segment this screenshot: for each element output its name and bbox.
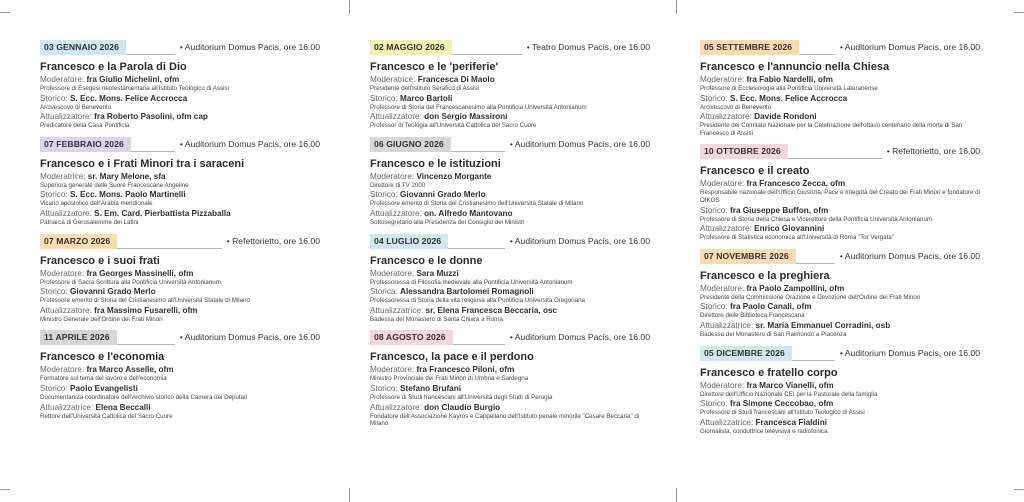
speaker-name: fra Giulio Michelini, ofm xyxy=(86,75,180,84)
speaker-description: Badessa del Monastero di Santa Chiara a Roma xyxy=(370,315,503,323)
event-entry xyxy=(370,234,650,324)
speaker-description: Presidente del Comitato Nazionale per la Celebrazione dell'ottavo centenario della morte di San Francesco di Assisi xyxy=(700,122,963,137)
programme-column xyxy=(700,40,980,442)
event-date-row xyxy=(700,249,980,265)
speaker-description: Presidente dell'Istituto Serafico di Assisi xyxy=(370,85,479,92)
speaker-line xyxy=(700,284,980,294)
event-venue: • Auditorium Domus Pacis, ore 16.00 xyxy=(505,137,650,152)
speaker-line xyxy=(40,75,320,85)
speaker-role-label: Attualizzatore: xyxy=(40,208,92,218)
speaker-role-label: Attualizzatore: xyxy=(40,112,92,122)
event-entry xyxy=(40,137,320,227)
event-date-row xyxy=(370,330,650,346)
speaker-line xyxy=(700,321,980,331)
speaker-name: sr. Elena Francesca Beccaria, osc xyxy=(425,305,558,315)
speaker-line xyxy=(700,224,980,234)
speaker-line xyxy=(700,112,980,122)
speaker-name: fra Giuseppe Buffon, ofm xyxy=(730,205,829,215)
speaker-description: Professore di Ecclesiologia alla Pontificia Università Lateranense xyxy=(700,85,878,92)
speaker-name: fra Francesco Piloni, ofm xyxy=(416,365,515,375)
speaker-line xyxy=(40,172,320,182)
speaker-role-label: Attualizzatrice: xyxy=(40,402,94,412)
speaker-description: Professore di Storia della Chiesa e Vicerettore della Pontificia Università Antonianum xyxy=(700,215,933,223)
event-date-badge: 07 NOVEMBRE 2026 xyxy=(700,249,796,264)
speaker-name: fra Marco Vianelli, ofm xyxy=(746,380,834,390)
event-title: Francesco e i suoi frati xyxy=(40,254,160,267)
speaker-name: Sara Muzzi xyxy=(416,268,459,278)
speaker-line xyxy=(700,94,980,104)
speaker-description: Professoressa di Storia della vita religiosa alla Pontificia Università Gregoriana xyxy=(370,297,585,305)
speaker-role-label: Storico: xyxy=(40,287,68,297)
speaker-line xyxy=(40,190,320,200)
event-entry xyxy=(40,234,320,324)
event-title: Francesco e i Frati Minori tra i saraceni xyxy=(40,157,245,170)
event-date-badge: 03 GENNAIO 2026 xyxy=(40,40,126,55)
speaker-name: S. Ecc. Mons. Felice Accrocca xyxy=(70,93,188,103)
speaker-role-label: Storico: xyxy=(370,190,398,200)
event-venue: • Auditorium Domus Pacis, ore 16.00 xyxy=(175,330,320,345)
event-date-row xyxy=(370,40,650,56)
speaker-line xyxy=(700,381,980,391)
event-venue: • Refettorietto, ore 16.00 xyxy=(222,234,320,249)
speaker-description: Professore di Sacra Scrittura alla Pontificia Università Antonianum xyxy=(40,278,221,286)
event-date-row xyxy=(40,40,320,56)
speaker-name: Giovanni Grado Merlo xyxy=(400,190,486,200)
event-date-row xyxy=(700,144,980,160)
speaker-description: Arcivescovo di Benevento xyxy=(700,103,772,111)
speaker-line xyxy=(40,112,320,122)
speaker-role-label: Moderatore: xyxy=(370,365,415,375)
speaker-line xyxy=(40,365,320,375)
speaker-name: fra Marco Asselle, ofm xyxy=(86,365,174,375)
speaker-line xyxy=(40,94,320,104)
speaker-description: Patriarca di Gerusalemme dei Latini xyxy=(40,218,139,226)
crop-mark xyxy=(349,488,350,502)
event-venue: • Auditorium Domus Pacis, ore 16.00 xyxy=(505,330,650,345)
event-entry xyxy=(700,144,980,241)
speaker-name: on. Alfredo Mantovano xyxy=(424,208,513,218)
speaker-name: don Claudio Burgio xyxy=(424,402,501,412)
speaker-name: fra Francesco Zecca, ofm xyxy=(746,179,846,189)
speaker-role-label: Storico: xyxy=(700,399,728,409)
speaker-role-label: Storico: xyxy=(370,93,398,103)
speaker-name: Paolo Evangelisti xyxy=(70,383,138,393)
speaker-description: Professore di Storia del Francescanesimo alla Pontificia Università Antonianum xyxy=(370,103,587,111)
speaker-role-label: Attualizzatore: xyxy=(370,402,422,412)
speaker-line xyxy=(370,172,650,182)
speaker-description: Responsabile nazionale dell'Ufficio Giustizia, Pace e Integrità del Creato dei Frati Minori e fondatore di OIKOS xyxy=(700,189,980,204)
speaker-role-label: Moderatore: xyxy=(40,268,85,278)
event-date-badge: 08 AGOSTO 2026 xyxy=(370,330,453,345)
speaker-name: sr. Mary Melone, sfa xyxy=(87,171,166,181)
speaker-name: Marco Bartoli xyxy=(400,93,453,103)
event-venue: • Auditorium Domus Pacis, ore 16.00 xyxy=(835,346,980,361)
speaker-role-label: Storico: xyxy=(40,93,68,103)
speaker-line xyxy=(370,269,650,279)
speaker-role-label: Moderatore: xyxy=(40,365,85,375)
event-title: Francesco e le 'periferie' xyxy=(370,61,499,73)
event-title: Francesco e l'economia xyxy=(40,351,165,364)
speaker-role-label: Storico: xyxy=(370,383,398,393)
event-date-badge: 04 LUGLIO 2026 xyxy=(370,234,448,249)
speaker-name: Alessandra Bartolomei Romagnoli xyxy=(400,287,534,297)
event-entry xyxy=(370,40,650,130)
speaker-name: Stefano Brufani xyxy=(400,383,462,393)
event-entry xyxy=(700,346,980,436)
speaker-line xyxy=(700,418,980,428)
speaker-role-label: Attualizzatore: xyxy=(370,208,422,218)
speaker-name: fra Simone Ceccobao, ofm xyxy=(730,399,834,409)
event-venue: • Auditorium Domus Pacis, ore 16.00 xyxy=(175,40,320,55)
speaker-line xyxy=(370,287,650,297)
speaker-description: Direttore delle Biblioteca Francescana xyxy=(700,312,805,320)
speaker-line xyxy=(40,287,320,297)
speaker-name: fra Roberto Pasolini, ofm cap xyxy=(94,112,208,122)
speaker-description: Professore emerito di Storia del Cristianesimo dell'Università Statale di Milano xyxy=(370,200,584,208)
speaker-role-label: Attualizzatore: xyxy=(700,112,752,122)
crop-mark xyxy=(676,0,677,14)
speaker-description: Giornalista, conduttrice televisiva e radiofonica xyxy=(700,427,828,435)
speaker-description: Professore emerito di Storia del Cristianesimo all'Università Statale di Milano xyxy=(40,297,250,305)
event-entry xyxy=(40,330,320,420)
event-entry xyxy=(40,40,320,130)
speaker-line xyxy=(700,399,980,409)
crop-mark xyxy=(676,488,677,502)
speaker-description: Formatore sul tema del lavoro e dell'economia xyxy=(40,375,167,383)
speaker-line xyxy=(700,179,980,189)
speaker-description: Sottosegretario alla Presidenza del Consiglio dei Ministri xyxy=(370,218,525,226)
event-venue: • Teatro Domus Pacis, ore 16.00 xyxy=(522,40,650,55)
speaker-line xyxy=(370,112,650,122)
speaker-role-label: Storico: xyxy=(40,383,68,393)
speaker-description: Superiora generale delle Suore Francescane Angeline xyxy=(40,181,189,189)
speaker-description: Fondatore dell'Associazione Kayros e Cappellano dell'Istituto penale minorile "Cesare Beccaria" di Milano xyxy=(370,412,640,428)
speaker-name: Davide Rondoni xyxy=(754,112,817,122)
event-entry xyxy=(700,40,980,137)
speaker-name: Enrico Giovannini xyxy=(754,224,825,234)
event-venue: • Refettorietto, ore 16.00 xyxy=(882,144,980,159)
speaker-role-label: Attualizzatore: xyxy=(370,112,422,122)
event-entry xyxy=(370,330,650,427)
speaker-description: Predicatore della Casa Pontificia xyxy=(40,122,130,130)
speaker-description: Direttore di TV 2000 xyxy=(370,181,426,189)
event-venue: • Auditorium Domus Pacis, ore 16.00 xyxy=(505,234,650,249)
speaker-role-label: Storico: xyxy=(700,205,728,215)
programme-column xyxy=(40,40,320,427)
event-date-row xyxy=(40,234,320,250)
speaker-role-label: Moderatore: xyxy=(700,380,745,390)
speaker-role-label: Attualizzatrice: xyxy=(700,417,754,427)
speaker-description: Professore di Statistica economica all'Università di Roma "Tor Vergata" xyxy=(700,234,895,242)
speaker-name: fra Paolo Zampollini, ofm xyxy=(746,283,845,293)
event-entry xyxy=(370,137,650,227)
event-date-badge: 07 MARZO 2026 xyxy=(40,234,117,249)
speaker-description: Professor di Teologia all'Università Cattolica del Sacro Cuore xyxy=(370,122,537,130)
speaker-line xyxy=(40,403,320,413)
event-date-badge: 05 DICEMBRE 2026 xyxy=(700,346,792,361)
speaker-description: Ministro Generale dell'Ordine dei Frati Minori xyxy=(40,315,163,323)
event-title: Francesco e le istituzioni xyxy=(370,157,501,170)
speaker-role-label: Moderatore: xyxy=(370,268,415,278)
speaker-name: fra Fabio Nardelli, ofm xyxy=(746,75,833,84)
speaker-line xyxy=(700,302,980,312)
speaker-line xyxy=(370,94,650,104)
crop-mark xyxy=(0,489,10,490)
speaker-role-label: Moderatrice: xyxy=(370,75,416,84)
event-venue: • Auditorium Domus Pacis, ore 16.00 xyxy=(835,40,980,55)
event-title: Francesco e il creato xyxy=(700,165,810,178)
event-date-badge: 10 OTTOBRE 2026 xyxy=(700,144,788,159)
event-date-badge: 02 MAGGIO 2026 xyxy=(370,40,452,55)
event-title: Francesco e l'annuncio nella Chiesa xyxy=(700,61,890,73)
speaker-description: Professoressa di Filosofia medievale alla Pontificia Università Antonianum xyxy=(370,278,573,286)
speaker-line xyxy=(370,403,650,413)
crop-mark xyxy=(1014,489,1024,490)
speaker-role-label: Attualizzatrice: xyxy=(370,305,424,315)
speaker-line xyxy=(700,206,980,216)
speaker-role-label: Moderatore: xyxy=(370,171,415,181)
speaker-line xyxy=(40,306,320,316)
speaker-role-label: Moderatore: xyxy=(700,179,745,189)
speaker-role-label: Attualizzatore: xyxy=(40,305,92,315)
speaker-description: Presidente della Commissione Orazione e Devozione dell'Ordine dei Frati Minori xyxy=(700,293,921,301)
speaker-line xyxy=(370,306,650,316)
speaker-name: S. Ecc. Mons. Paolo Martinelli xyxy=(70,190,186,200)
speaker-name: sr. Maria Emmanuel Corradini, osb xyxy=(755,320,891,330)
speaker-name: don Sergio Massironi xyxy=(424,112,508,122)
speaker-name: Francesca Fialdini xyxy=(755,417,827,427)
speaker-description: Badessa del Monastero di San Raimondo a Piacenza xyxy=(700,330,847,338)
crop-mark xyxy=(349,0,350,14)
programme-column xyxy=(370,40,650,435)
event-entry xyxy=(700,249,980,339)
speaker-description: Vicario apostolico dell'Arabia meridionale xyxy=(40,200,153,208)
speaker-name: fra Georges Massinelli, ofm xyxy=(86,268,194,278)
event-title: Francesco e fratello corpo xyxy=(700,366,838,379)
event-date-row xyxy=(40,330,320,346)
speaker-role-label: Storica: xyxy=(370,287,398,297)
event-date-row xyxy=(40,137,320,153)
speaker-description: Documentarista coordinatore dell'Archivio storico della Camera dei Deputati xyxy=(40,393,248,401)
speaker-role-label: Moderatore: xyxy=(700,283,745,293)
speaker-name: S. Ecc. Mons. Felice Accrocca xyxy=(730,93,848,103)
speaker-name: Elena Beccalli xyxy=(95,402,151,412)
speaker-line xyxy=(700,75,980,85)
speaker-name: Francesca Di Maolo xyxy=(417,75,495,84)
event-title: Francesco e le donne xyxy=(370,254,483,267)
event-date-row xyxy=(370,234,650,250)
speaker-description: Direttore dell'Ufficio Nazionale CEI per la Pastorale della famiglia xyxy=(700,390,878,398)
speaker-description: Professore di Esegesi neotestamentaria all'Istituto Teologico di Assisi xyxy=(40,85,229,92)
speaker-description: Professore di Studi francescani all'Istituto Teologico di Assisi xyxy=(700,409,865,417)
event-title: Francesco e la preghiera xyxy=(700,269,830,282)
event-title: Francesco e la Parola di Dio xyxy=(40,61,187,73)
speaker-name: Giovanni Grado Merlo xyxy=(70,287,156,297)
event-date-badge: 05 SETTEMBRE 2026 xyxy=(700,40,799,55)
speaker-role-label: Moderatore: xyxy=(40,75,85,84)
speaker-line xyxy=(40,384,320,394)
speaker-role-label: Moderatore: xyxy=(700,75,745,84)
speaker-description: Arcivescovo di Benevento xyxy=(40,103,112,111)
speaker-line xyxy=(40,209,320,219)
event-title: Francesco, la pace e il perdono xyxy=(370,351,534,364)
event-date-badge: 06 GIUGNO 2026 xyxy=(370,137,451,152)
speaker-line xyxy=(370,384,650,394)
speaker-role-label: Attualizzatore: xyxy=(700,224,752,234)
crop-mark xyxy=(0,12,10,13)
speaker-line xyxy=(370,365,650,375)
speaker-role-label: Moderatrice: xyxy=(40,171,86,181)
event-date-row xyxy=(700,40,980,56)
event-date-row xyxy=(700,346,980,362)
speaker-name: Vincenzo Morgante xyxy=(416,171,492,181)
speaker-description: Ministro Provinciale dei Frati Minori di Umbria e Sardegna xyxy=(370,375,529,383)
speaker-role-label: Storico: xyxy=(40,190,68,200)
event-date-badge: 07 FEBBRAIO 2026 xyxy=(40,137,131,152)
speaker-description: Rettore dell'Università Cattolica del Sacro Cuore xyxy=(40,412,173,420)
speaker-line xyxy=(370,190,650,200)
speaker-name: S. Em. Card. Pierbattista Pizzaballa xyxy=(94,208,231,218)
speaker-name: fra Massimo Fusarelli, ofm xyxy=(94,305,198,315)
speaker-line xyxy=(370,75,650,85)
speaker-role-label: Storico: xyxy=(700,93,728,103)
speaker-role-label: Attualizzatrice: xyxy=(700,320,754,330)
speaker-description: Professore di Studi francescani all'Università degli Studi di Perugia xyxy=(370,393,553,401)
speaker-name: fra Paolo Canali, ofm xyxy=(730,302,812,312)
speaker-line xyxy=(40,269,320,279)
speaker-line xyxy=(370,209,650,219)
event-date-badge: 11 APRILE 2026 xyxy=(40,330,117,345)
event-venue: • Auditorium Domus Pacis, ore 16.00 xyxy=(835,249,980,264)
event-date-row xyxy=(370,137,650,153)
event-venue: • Auditorium Domus Pacis, ore 16.00 xyxy=(175,137,320,152)
speaker-role-label: Storico: xyxy=(700,302,728,312)
crop-mark xyxy=(1014,12,1024,13)
